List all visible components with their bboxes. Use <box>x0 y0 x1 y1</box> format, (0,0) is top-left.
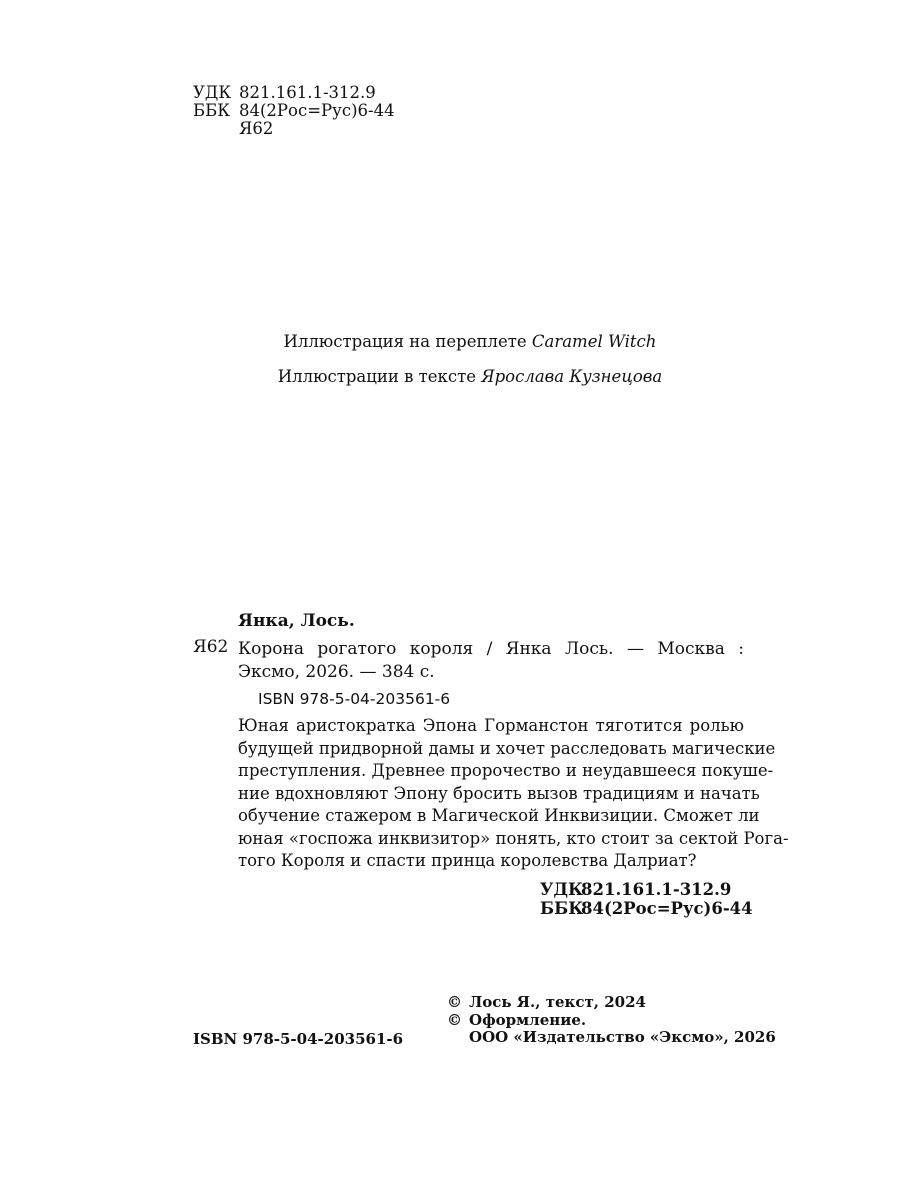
copyright-text-row <box>447 994 776 1012</box>
copyright-design-row <box>447 1012 776 1030</box>
udk-label: УДК <box>540 880 584 899</box>
annotation-line: преступления. Древнее пророчество и неудавшееся покуше- <box>238 761 774 780</box>
udk-value: 821.161.1-312.9 <box>239 83 376 102</box>
copyright-symbol: © <box>447 993 462 1011</box>
copyright-publisher: ООО «Издательство «Эксмо», 2026 <box>469 1028 776 1046</box>
bottom-udk-row <box>540 880 753 899</box>
udk-label: УДК <box>193 83 232 102</box>
copyright-text: Лось Я., текст, 2024 <box>469 993 646 1011</box>
bbk-label: ББК <box>193 101 231 120</box>
bib-title-line: Корона рогатого короля / Янка Лось. — Москва : <box>238 639 744 659</box>
copyright-block <box>447 994 776 1047</box>
annotation-line: Юная аристократка Эпона Горманстон тяготится ролью <box>238 716 744 735</box>
top-udk-row <box>193 84 395 102</box>
bottom-bbk-row <box>540 899 753 918</box>
annotation-line: юная «госпожа инквизитор» понять, кто стоит за сектой Рога- <box>238 828 789 848</box>
annotation-line: будущей придворной дамы и хочет расследовать магические <box>238 738 776 758</box>
annotation-line: ние вдохновляют Эпону бросить вызов традициям и начать <box>238 783 760 803</box>
bib-author-code: Я62 <box>193 637 229 657</box>
annotation <box>238 715 789 873</box>
inner-artist-name: Ярослава Кузнецова <box>481 367 663 386</box>
bib-author: Янка, Лось. <box>238 611 355 631</box>
copyright-design: Оформление. <box>469 1010 587 1029</box>
top-classification-block <box>193 84 395 138</box>
bottom-classification-block <box>540 880 753 918</box>
bib-publisher-line: Эксмо, 2026. — 384 с. <box>238 662 435 682</box>
udk-value: 821.161.1-312.9 <box>581 880 732 899</box>
inner-credit-text: Иллюстрации в тексте <box>277 367 476 386</box>
copyright-symbol: © <box>447 1010 462 1029</box>
top-author-mark-row <box>193 120 395 138</box>
annotation-line: того Короля и спасти принца королевства Далриат? <box>238 851 697 870</box>
bbk-value: 84(2Рос=Рус)6-44 <box>581 899 753 918</box>
bib-isbn: ISBN 978-5-04-203561-6 <box>258 690 451 708</box>
author-mark: Я62 <box>239 119 274 138</box>
inner-illustration-credit <box>0 367 900 386</box>
top-bbk-row <box>193 102 395 120</box>
isbn-bottom: ISBN 978-5-04-203561-6 <box>193 1030 404 1048</box>
bbk-label: ББК <box>540 899 584 918</box>
cover-illustration-credit <box>0 332 900 351</box>
bbk-value: 84(2Рос=Рус)6-44 <box>239 101 395 120</box>
cover-artist-name: Caramel Witch <box>531 332 657 351</box>
annotation-line: обучение стажером в Магической Инквизиции. Сможет ли <box>238 806 760 825</box>
cover-credit-text: Иллюстрация на переплете <box>283 332 527 351</box>
